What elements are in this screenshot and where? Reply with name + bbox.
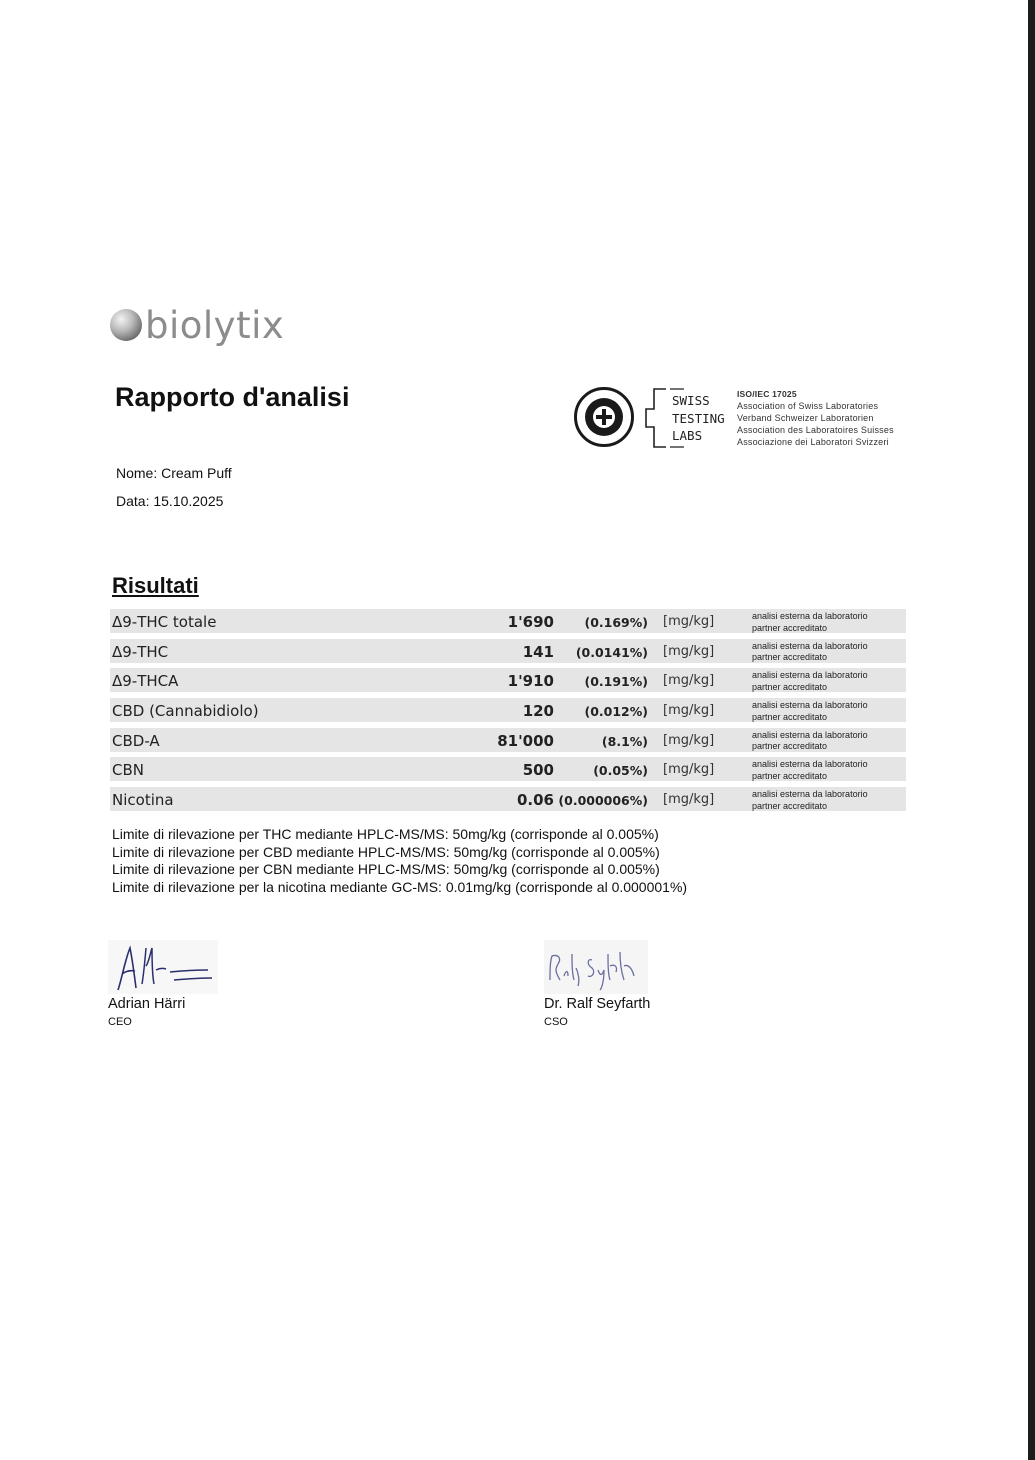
analyte-value: 81'000 — [497, 731, 554, 750]
analyte-percent: (0.169%) — [584, 615, 648, 630]
analyte-unit: [mg/kg] — [663, 673, 715, 689]
note-line: partner accreditato — [752, 770, 828, 781]
analyte-unit: [mg/kg] — [663, 792, 715, 808]
handwritten-signature-icon — [544, 940, 648, 994]
analyte-unit: [mg/kg] — [663, 732, 715, 748]
note-line: partner accreditato — [752, 622, 828, 633]
results-table — [110, 609, 906, 817]
analyte-value: 1'690 — [507, 613, 554, 631]
result-row — [110, 668, 906, 692]
analyte-note — [752, 641, 868, 664]
analyte-name: CBD-A — [112, 731, 160, 750]
analyte-unit: [mg/kg] — [663, 614, 715, 629]
analyte-percent: (0.05%) — [593, 763, 648, 779]
iso-line: Associazione dei Laboratori Svizzeri — [737, 437, 889, 447]
result-row — [110, 728, 906, 752]
analyte-value: 141 — [522, 642, 554, 661]
analyte-unit: [mg/kg] — [663, 643, 715, 659]
analyte-name: Δ9-THC totale — [112, 613, 217, 631]
result-row — [110, 609, 906, 633]
note-line: analisi esterna da laboratorio — [752, 670, 868, 681]
limit-line: Limite di rilevazione per THC mediante HPLC-MS/MS: 50mg/kg (corrisponde al 0.005%) — [112, 826, 659, 842]
analyte-percent: (0.191%) — [584, 674, 648, 690]
analyte-note — [752, 611, 868, 634]
signatory-role: CSO — [544, 1016, 568, 1028]
signature-block-cso — [544, 940, 650, 1028]
note-line: analisi esterna da laboratorio — [752, 611, 868, 621]
logo-text: biolytix — [145, 303, 285, 347]
page-title: Rapporto d'analisi — [115, 382, 350, 412]
limit-line: Limite di rilevazione per la nicotina mediante GC-MS: 0.01mg/kg (corrisponde al 0.000001%) — [112, 878, 688, 895]
iso-text-block — [737, 388, 894, 448]
analyte-name: Δ9-THCA — [112, 672, 179, 691]
note-line: partner accreditato — [752, 652, 828, 663]
handwritten-signature-icon — [108, 940, 218, 994]
logo-sphere-icon — [110, 309, 142, 341]
analyte-note — [752, 789, 868, 812]
page-edge-bar — [1028, 0, 1035, 1460]
results-heading: Risultati — [112, 573, 199, 598]
stl-line-2: TESTING — [672, 411, 725, 426]
sample-name: Nome: Cream Puff — [116, 465, 232, 481]
signature-block-ceo — [108, 940, 218, 1028]
analyte-name: CBN — [112, 761, 144, 780]
result-row — [110, 787, 906, 811]
swiss-accreditation-seal-icon — [574, 387, 634, 447]
iso-line: Verband Schweizer Laboratorien — [737, 413, 874, 423]
analyte-percent: (0.000006%) — [558, 793, 648, 809]
analyte-value: 500 — [522, 761, 554, 780]
signatory-role: CEO — [108, 1016, 132, 1028]
signatory-name: Adrian Härri — [108, 996, 186, 1012]
note-line: analisi esterna da laboratorio — [752, 759, 868, 770]
stl-line-3: LABS — [672, 428, 703, 443]
accreditation-block — [574, 385, 909, 451]
note-line: analisi esterna da laboratorio — [752, 640, 868, 651]
note-line: partner accreditato — [752, 711, 828, 722]
analyte-value: 120 — [522, 702, 554, 721]
limit-line: Limite di rilevazione per CBN mediante HPLC-MS/MS: 50mg/kg (corrisponde al 0.005%) — [112, 861, 660, 877]
iso-line: Association des Laboratoires Suisses — [737, 425, 894, 435]
analyte-percent: (0.012%) — [584, 704, 648, 720]
note-line: partner accreditato — [752, 741, 828, 752]
result-row — [110, 757, 906, 781]
analyte-unit: [mg/kg] — [663, 762, 715, 778]
analyte-name: CBD (Cannabidiolo) — [112, 702, 259, 721]
analyte-value: 1'910 — [507, 672, 554, 691]
analyte-percent: (8.1%) — [601, 733, 648, 749]
analyte-name: Δ9-THC — [112, 642, 169, 661]
iso-line: Association of Swiss Laboratories — [737, 401, 879, 411]
note-line: partner accreditato — [752, 800, 828, 811]
note-line: analisi esterna da laboratorio — [752, 789, 868, 800]
analyte-unit: [mg/kg] — [663, 703, 715, 719]
sample-date: Data: 15.10.2025 — [116, 493, 224, 509]
biolytix-logo — [110, 300, 284, 350]
signatory-name: Dr. Ralf Seyfarth — [544, 996, 651, 1012]
analyte-percent: (0.0141%) — [575, 644, 648, 660]
iso-line: ISO/IEC 17025 — [737, 389, 797, 399]
result-row — [110, 698, 906, 722]
result-row — [110, 639, 906, 663]
limit-line: Limite di rilevazione per CBD mediante HPLC-MS/MS: 50mg/kg (corrisponde al 0.005%) — [112, 843, 660, 860]
stl-line-1: SWISS — [672, 393, 710, 408]
swiss-testing-labs-logo — [644, 385, 736, 451]
analyte-note — [752, 759, 868, 782]
analyte-name: Nicotina — [112, 791, 174, 810]
analyte-note — [752, 730, 868, 753]
analyte-note — [752, 700, 868, 723]
note-line: analisi esterna da laboratorio — [752, 700, 868, 711]
analyte-value: 0.06 — [516, 791, 554, 810]
analyte-note — [752, 670, 868, 693]
note-line: partner accreditato — [752, 681, 828, 692]
detection-limits — [112, 826, 687, 896]
note-line: analisi esterna da laboratorio — [752, 729, 868, 740]
